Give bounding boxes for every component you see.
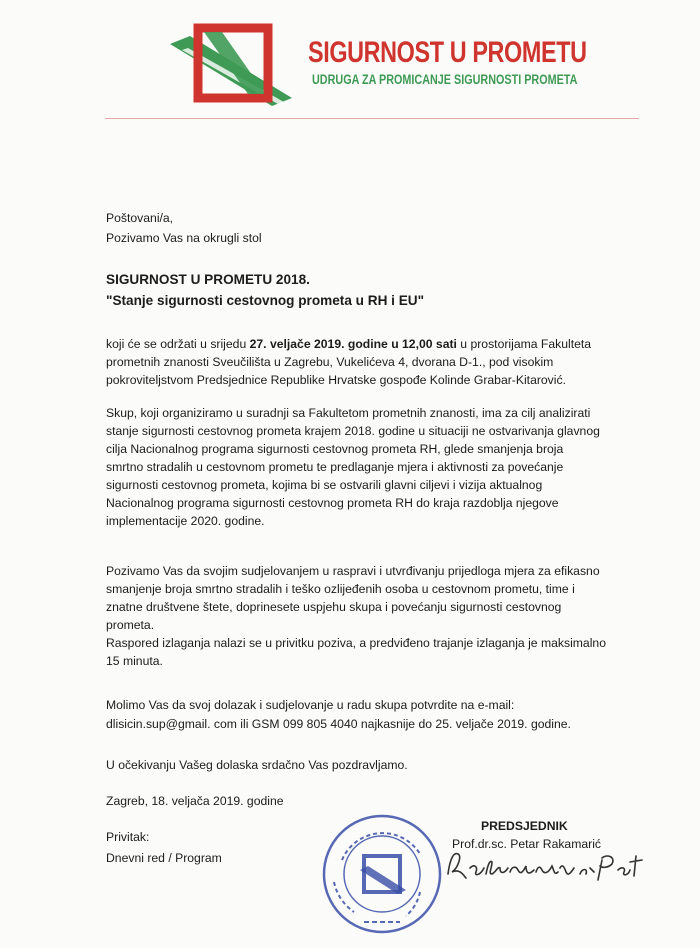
paragraph-4-line: Molimo Vas da svoj dolazak i sudjelovanje u radu skupa potvrdite na e-mail: <box>106 698 515 712</box>
paragraph-2-line: Nacionalnog programa sigurnosti cestovnog prometa RH do kraja razdoblja njegove <box>106 496 559 510</box>
attachment-item: Dnevni red / Program <box>106 851 222 865</box>
paragraph-2-line: sigurnosti cestovnog prometa, kojima bi se ostvarili glavni ciljevi i vizija aktualnog <box>106 478 543 492</box>
organization-tagline: UDRUGA ZA PROMICANJE SIGURNOSTI PROMETA <box>312 72 578 87</box>
place-date: Zagreb, 18. veljača 2019. godine <box>106 794 284 808</box>
paragraph-2-line: stanje sigurnosti cestovnog prometa krajem 2018. godine u situaciji ne ostvarivanja glavnog <box>106 424 600 438</box>
road-square-logo-icon <box>168 22 293 114</box>
paragraph-3-line: Pozivamo Vas da svojim sudjelovanjem u raspravi i utvrđivanju prijedloga mjera za efikasno <box>106 564 600 578</box>
paragraph-1-line-2: prometnih znanosti Sveučilišta u Zagrebu, Vukelićeva 4, dvorana D-1., pod visokim <box>106 355 554 369</box>
invite-line: Pozivamo Vas na okrugli stol <box>106 231 262 245</box>
event-title: SIGURNOST U PROMETU 2018. <box>106 272 310 287</box>
greeting: Poštovani/a, <box>106 211 174 225</box>
event-subtitle: "Stanje sigurnosti cestovnog prometa u RH i EU" <box>106 293 425 308</box>
paragraph-2-line: implementacije 2020. godine. <box>106 514 265 528</box>
organization-seal-stamp <box>320 812 444 936</box>
paragraph-2-line: smrtno stradalih u cestovnom prometu te predlaganje mjera i aktivnosti za povećanje <box>106 460 564 474</box>
paragraph-3-line: Raspored izlaganja nalazi se u privitku poziva, a predviđeno trajanje izlaganja je maksimalno <box>106 636 606 650</box>
signatory-title: PREDSJEDNIK <box>481 819 568 833</box>
signatory-name: Prof.dr.sc. Petar Rakamarić <box>452 837 602 851</box>
paragraph-1-line-1: koji će se održati u srijedu 27. veljače 2019. godine u 12,00 sati u prostorijama Fakulteta <box>106 337 592 351</box>
attachment-label: Privitak: <box>106 830 150 844</box>
closing-line: U očekivanju Vašeg dolaska srdačno Vas pozdravljamo. <box>106 758 408 772</box>
paragraph-3-line: smanjenje broja smrtno stradalih i teško ozlijeđenih osoba u cestovnom prometu, time i <box>106 582 575 596</box>
paragraph-3-line: prometa. <box>106 618 155 632</box>
contact-line: dlisicin.sup@gmail. com ili GSM 099 805 4040 najkasnije do 25. veljače 2019. godine. <box>106 717 571 731</box>
header-divider <box>105 118 639 119</box>
paragraph-3-line: 15 minuta. <box>106 654 163 668</box>
organization-name: SIGURNOST U PROMETU <box>308 36 587 69</box>
paragraph-3-line: znatne društvene štete, doprinesete uspjehu skupa i povećanju sigurnosti cestovnog <box>106 600 562 614</box>
handwritten-signature <box>440 838 660 888</box>
paragraph-2-line: cilja Nacionalnog programa sigurnosti cestovnog prometa RH, glede smanjenja broja <box>106 442 564 456</box>
paragraph-1-line-3: pokroviteljstvom Predsjednice Republike Hrvatske gospođe Kolinde Grabar-Kitarović. <box>106 373 566 387</box>
paragraph-2-line: Skup, koji organiziramo u suradnji sa Fakultetom prometnih znanosti, ima za cilj analizirati <box>106 406 591 420</box>
